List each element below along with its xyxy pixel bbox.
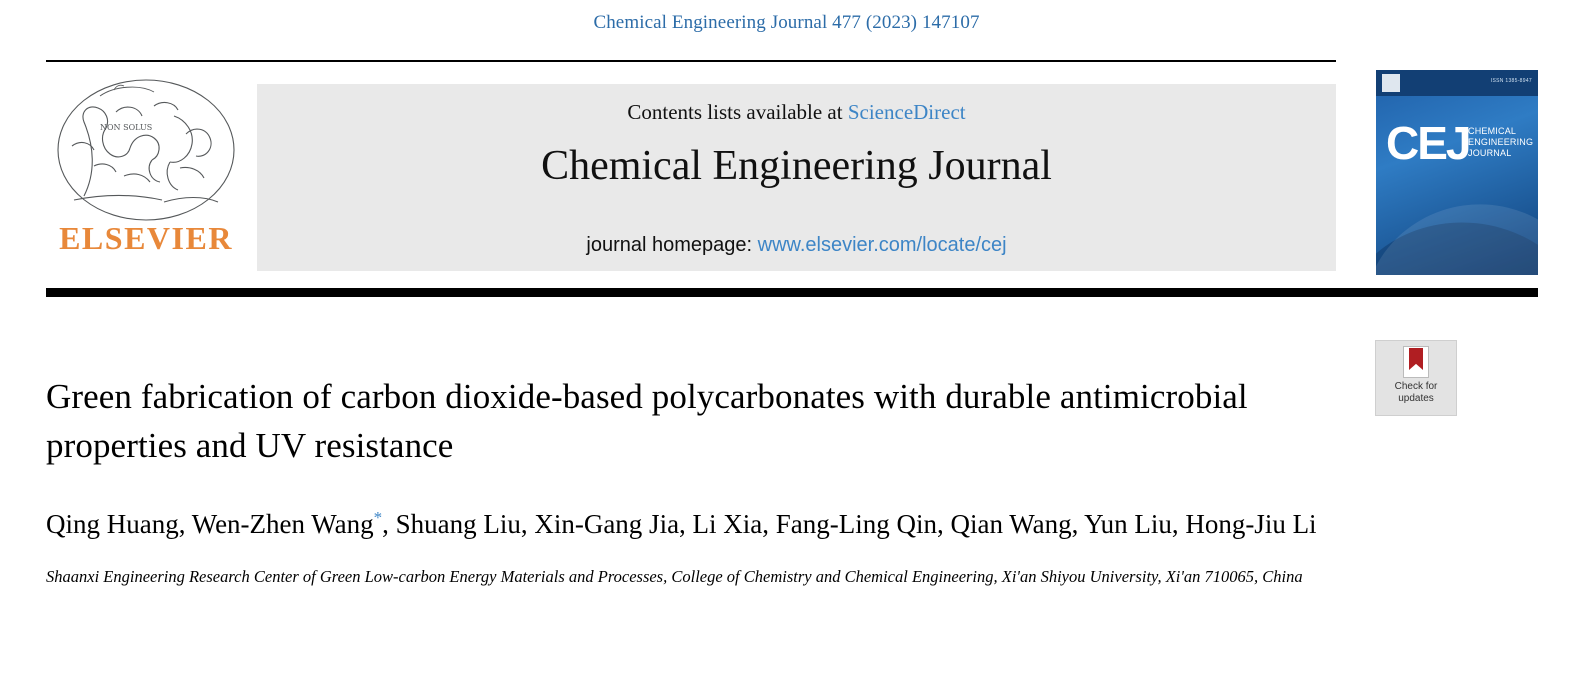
elsevier-logo: [46, 76, 254, 272]
crossmark-label-line-1: Check for: [1394, 381, 1438, 392]
homepage-prefix: journal homepage:: [586, 234, 753, 256]
crossmark-label: [1376, 381, 1456, 405]
author-list: [46, 500, 1336, 542]
elsevier-wordmark: ELSEVIER: [59, 220, 233, 256]
cover-name-line-1: CHEMICAL: [1468, 126, 1517, 136]
running-head-citation: Chemical Engineering Journal 477 (2023) 147107: [593, 12, 980, 33]
cover-letters: CEJ: [1386, 117, 1470, 169]
authors-second-part: , Shuang Liu, Xin-Gang Jia, Li Xia, Fang-Ling Qin, Qian Wang, Yun Liu, Hong-Jiu Li: [382, 509, 1317, 539]
journal-cover-thumbnail: [1376, 70, 1538, 275]
svg-text:NON SOLUS: NON SOLUS: [100, 123, 153, 132]
cover-name-line-3: JOURNAL: [1468, 148, 1512, 158]
homepage-line: [257, 234, 1336, 257]
journal-homepage-link[interactable]: www.elsevier.com/locate/cej: [757, 234, 1007, 256]
article-header: [46, 372, 1336, 589]
cover-wave-front: [1376, 190, 1538, 275]
cover-name-line-2: ENGINEERING: [1468, 137, 1534, 147]
cover-issn: ISSN 1385-8947: [1490, 78, 1532, 84]
corresponding-author-marker: *: [373, 508, 383, 527]
affiliation: Shaanxi Engineering Research Center of Green Low-carbon Energy Materials and Processes, College of Chemistry and Chemical Engineering, Xi'an Shiyou University, Xi'an 710065, China: [46, 567, 1303, 586]
elsevier-tree-icon: [54, 76, 240, 228]
sciencedirect-link[interactable]: ScienceDirect: [847, 100, 966, 124]
contents-prefix: Contents lists available at: [627, 100, 843, 124]
article-title: Green fabrication of carbon dioxide-based polycarbonates with durable antimicrobial properties and UV resistance: [46, 377, 1248, 465]
cover-logo-mark: [1382, 74, 1400, 92]
authors-first-part: Qing Huang, Wen-Zhen Wang: [46, 509, 374, 539]
journal-masthead: [46, 60, 1336, 282]
crossmark-label-line-2: updates: [1398, 393, 1434, 404]
journal-header-box: [257, 84, 1336, 271]
crossmark-badge[interactable]: [1375, 340, 1457, 416]
masthead-divider: [46, 288, 1538, 297]
contents-line: [257, 100, 1336, 125]
journal-title: Chemical Engineering Journal: [541, 143, 1052, 189]
cover-journal-name: [1468, 126, 1533, 159]
